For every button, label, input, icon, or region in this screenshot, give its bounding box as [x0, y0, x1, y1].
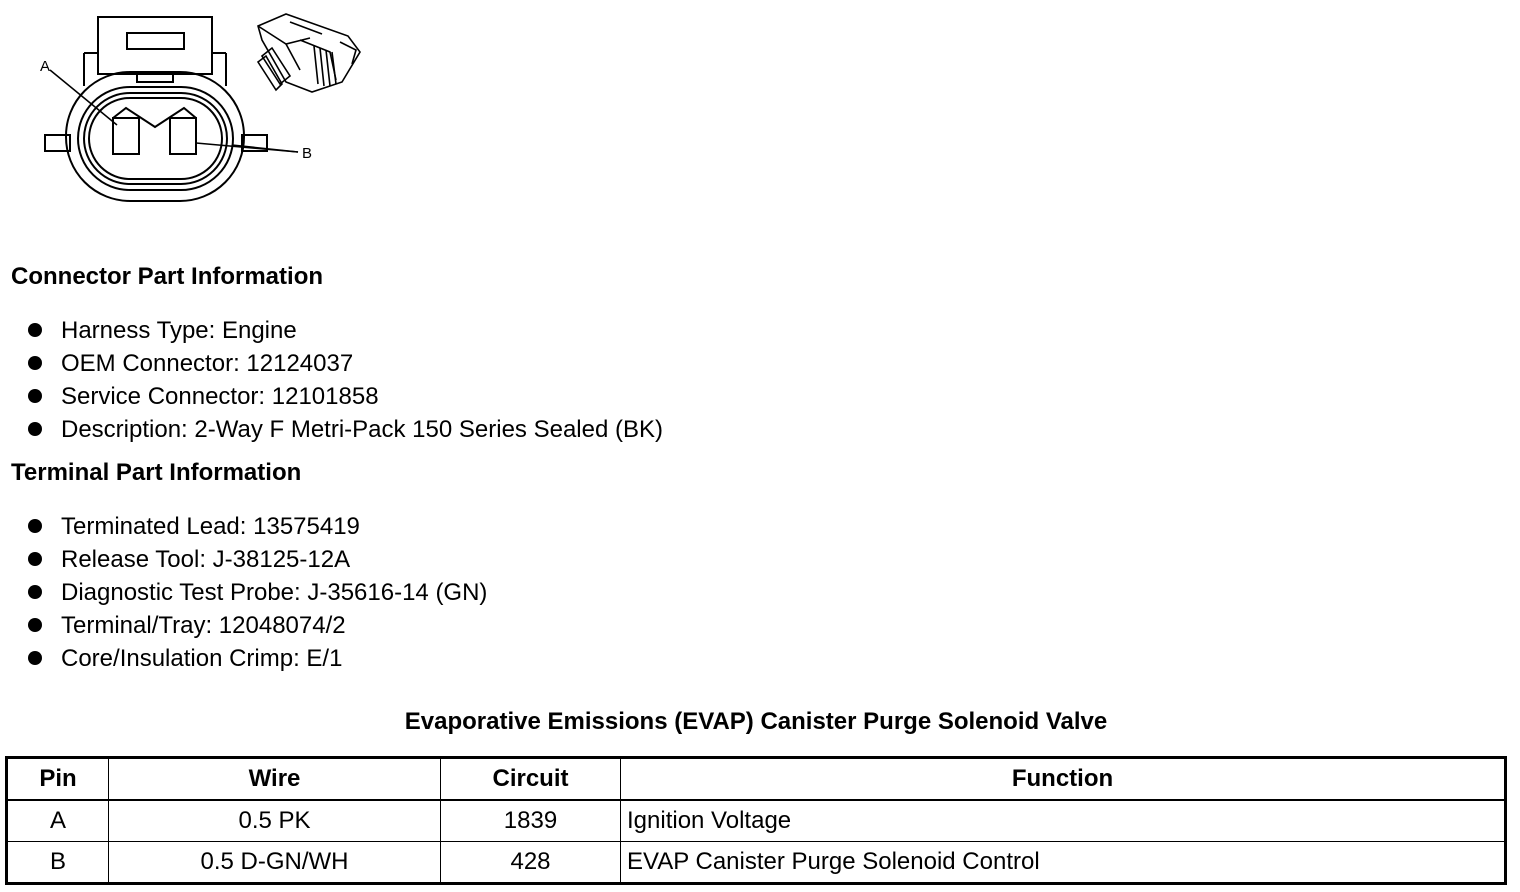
list-item: Description: 2-Way F Metri-Pack 150 Series Sealed (BK)	[28, 413, 663, 446]
col-header-function: Function	[621, 758, 1506, 801]
bullet-icon	[28, 323, 42, 337]
connector-heading: Connector Part Information	[11, 263, 324, 290]
bullet-icon	[28, 552, 42, 566]
connector-diagram	[0, 0, 380, 220]
bullet-icon	[28, 422, 42, 436]
col-header-wire: Wire	[109, 758, 441, 801]
cell-wire: 0.5 PK	[109, 800, 441, 842]
table-header-row	[7, 758, 1506, 801]
list-item: Release Tool: J-38125-12A	[28, 543, 487, 576]
bullet-icon	[28, 585, 42, 599]
bullet-icon	[28, 651, 42, 665]
terminal-heading: Terminal Part Information	[11, 459, 302, 486]
connector-perspective	[258, 14, 360, 92]
cell-circuit: 1839	[441, 800, 621, 842]
list-item: Diagnostic Test Probe: J-35616-14 (GN)	[28, 576, 487, 609]
connector-info-list	[28, 314, 663, 446]
table-title: Evaporative Emissions (EVAP) Canister Purge Solenoid Valve	[404, 708, 1108, 735]
latch-slot	[127, 33, 184, 49]
pin-a-cavity	[113, 118, 139, 154]
list-item: Harness Type: Engine	[28, 314, 663, 347]
cell-circuit: 428	[441, 842, 621, 884]
col-header-pin: Pin	[7, 758, 109, 801]
label-b: B	[302, 145, 313, 162]
cell-pin: A	[7, 800, 109, 842]
label-a: A	[40, 58, 51, 75]
table-row	[7, 800, 1506, 842]
connector-body	[66, 72, 244, 201]
list-item: Terminated Lead: 13575419	[28, 510, 487, 543]
list-item: Service Connector: 12101858	[28, 380, 663, 413]
pin-b-cavity	[170, 118, 196, 154]
table-row	[7, 842, 1506, 884]
pinout-table	[5, 756, 1507, 885]
cell-pin: B	[7, 842, 109, 884]
terminal-info-list	[28, 510, 487, 675]
cell-function: EVAP Canister Purge Solenoid Control	[621, 842, 1506, 884]
bullet-icon	[28, 519, 42, 533]
connector-latch	[98, 17, 212, 74]
bullet-icon	[28, 356, 42, 370]
cell-wire: 0.5 D-GN/WH	[109, 842, 441, 884]
list-item: Terminal/Tray: 12048074/2	[28, 609, 487, 642]
bullet-icon	[28, 389, 42, 403]
list-item: Core/Insulation Crimp: E/1	[28, 642, 487, 675]
col-header-circuit: Circuit	[441, 758, 621, 801]
list-item: OEM Connector: 12124037	[28, 347, 663, 380]
cell-function: Ignition Voltage	[621, 800, 1506, 842]
bullet-icon	[28, 618, 42, 632]
